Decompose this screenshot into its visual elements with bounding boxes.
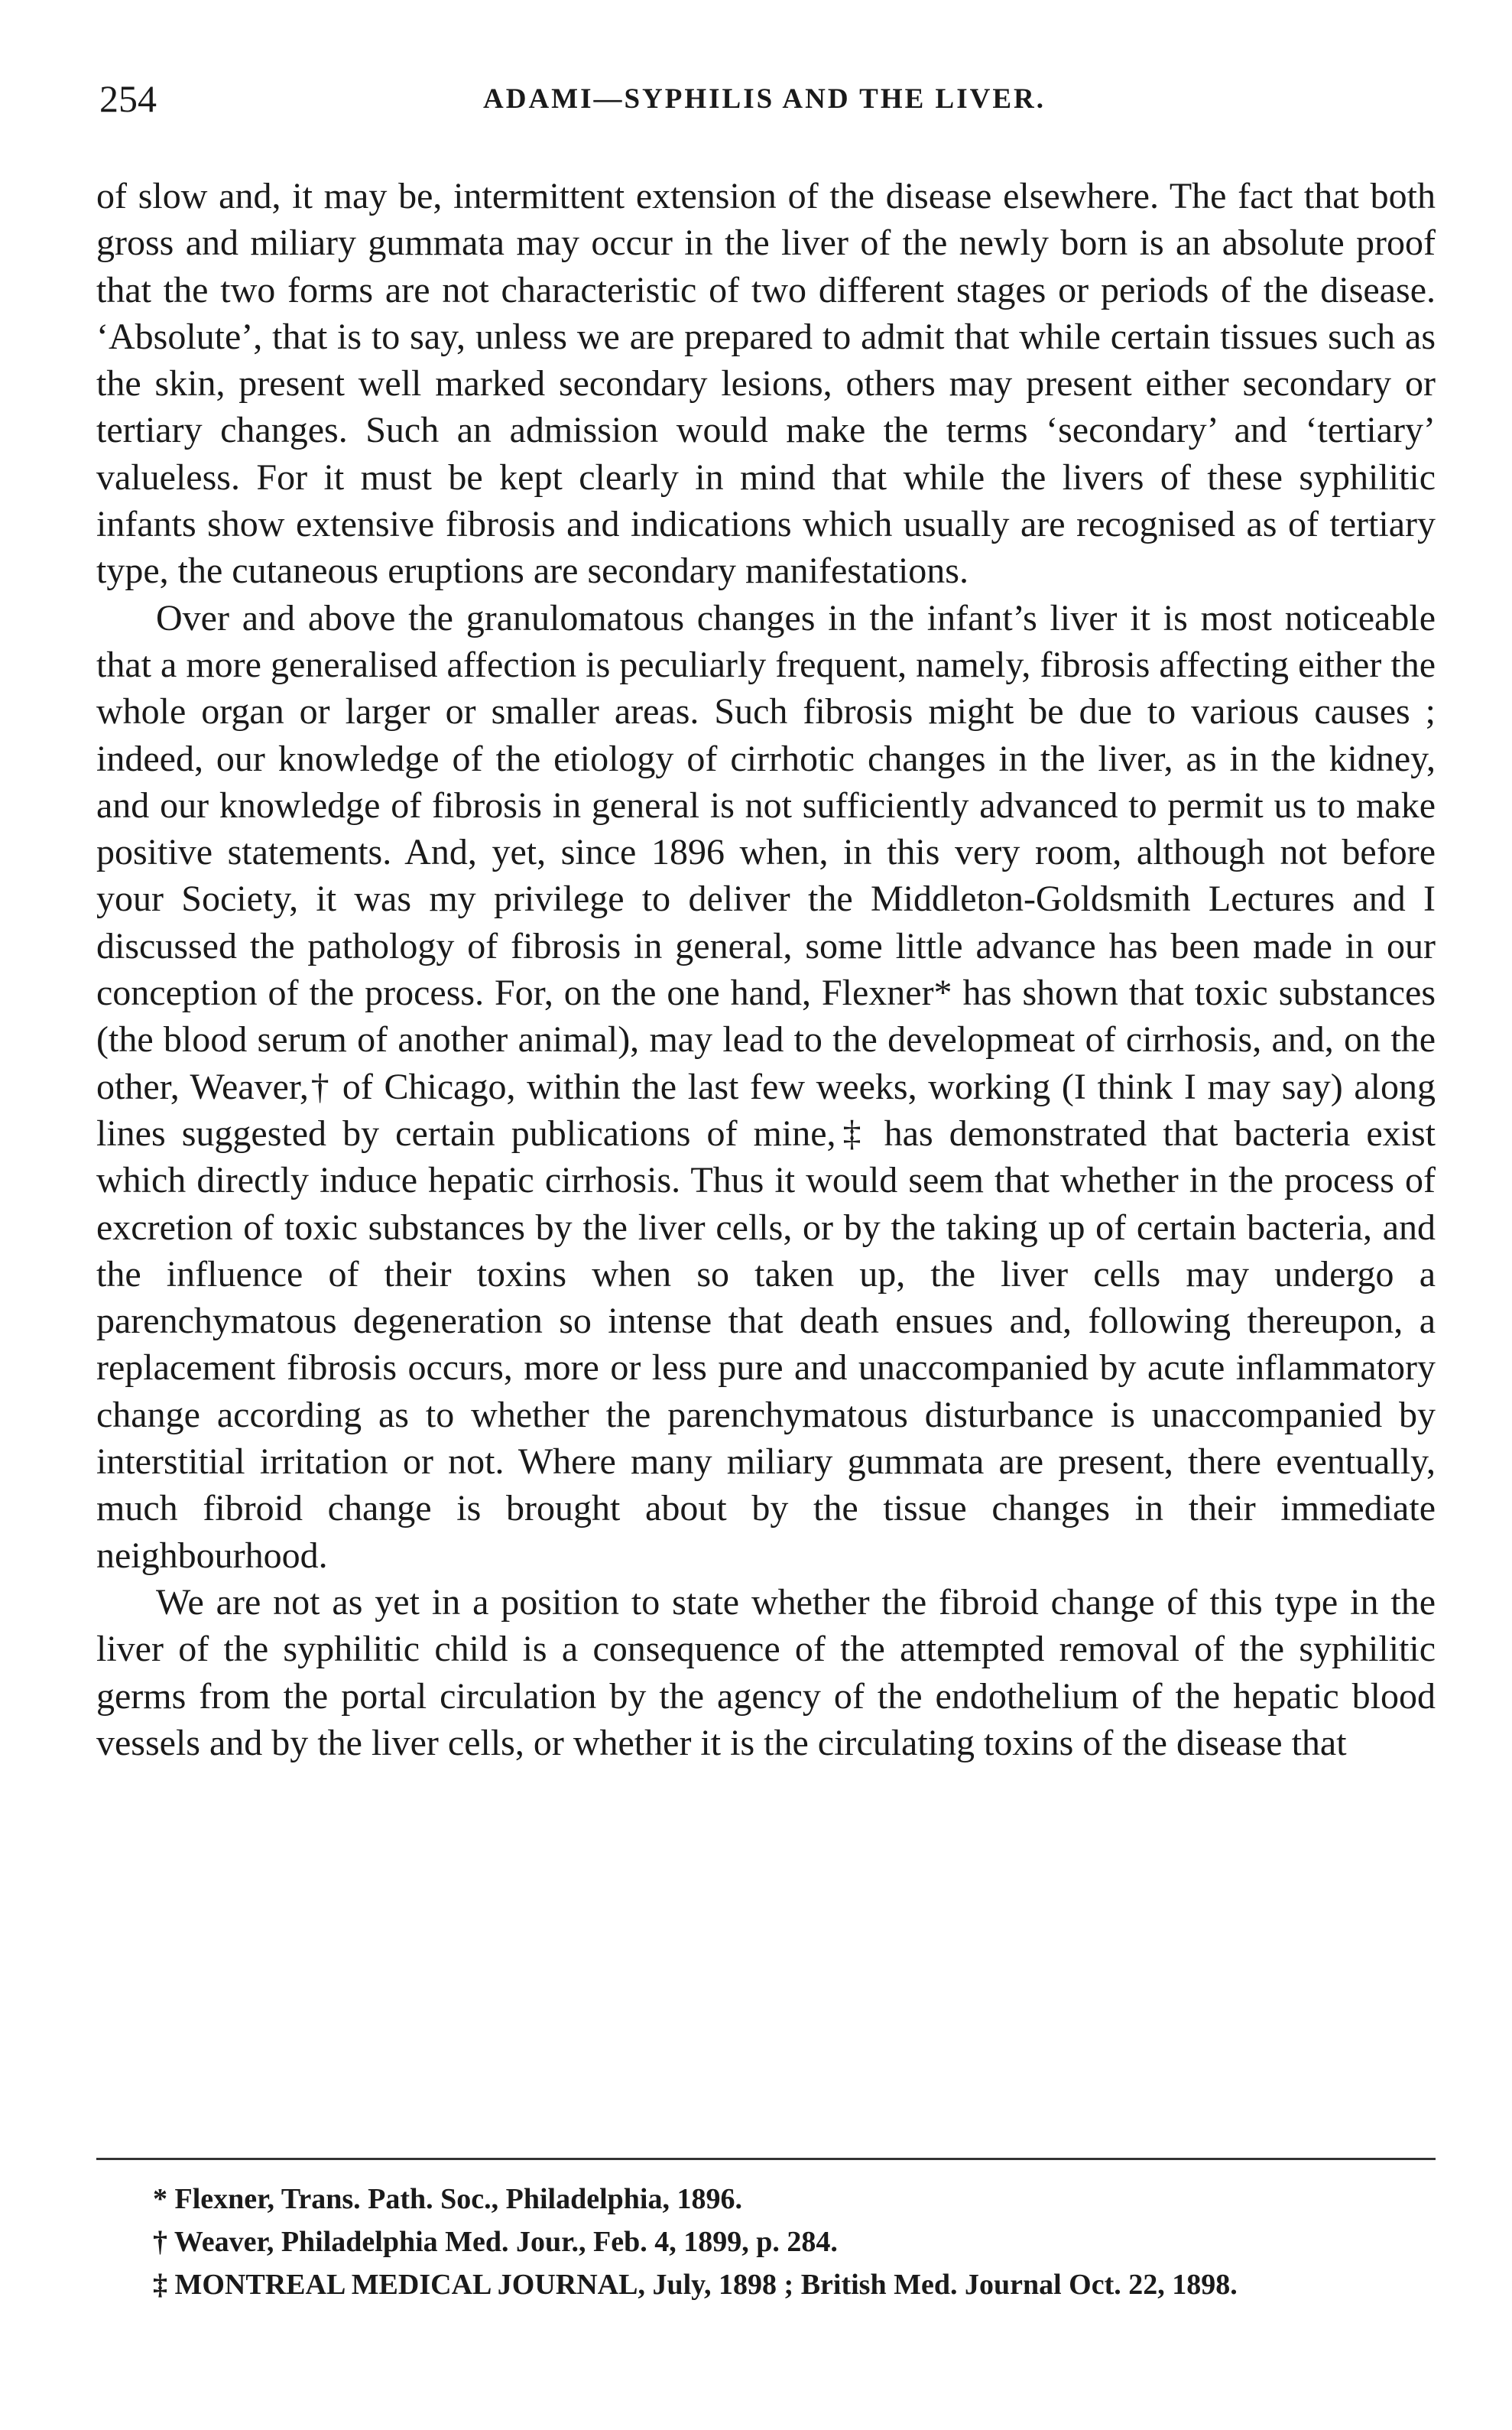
paragraph: Over and above the granulomatous changes in the infant’s liver it is most noticeable that a more generalised affection is peculiarly frequent, namely, fibrosis affecting either the whole organ or larger or smaller areas. Such fibrosis might be due to various causes ; indeed, our knowledge of the etiology of cirrhotic changes in the liver, as in the kidney, and our knowledge of fibrosis in general is not sufficiently advanced to permit us to make positive statements. And, yet, since 1896 when, in this very room, although not before your Society, it was my privilege to deliver the Middleton-Goldsmith Lectures and I discussed the pathology of fibrosis in general, some little advance has been made in our conception of the process. For, on the one hand, Flexner* has shown that toxic substances (the blood serum of another animal), may lead to the developmeat of cirrhosis, and, on the other, Weaver,† of Chicago, within the last few weeks, working (I think I may say) along lines suggested by certain publications of mine,‡ has demonstrated that bacteria exist which directly induce hepatic cirrhosis. Thus it would seem that whether in the process of excretion of toxic substances by the liver cells, or by the taking up of certain bacteria, and the influence of their toxins when so taken up, the liver cells may undergo a parenchymatous degeneration so intense that death ensues and, following thereupon, a replacement fibrosis occurs, more or less pure and unaccompanied by acute inflammatory change according as to whether the parenchymatous disturbance is unaccompanied by interstitial irritation or not. Where many miliary gummata are present, there eventually, much fibroid change is brought about by the tissue changes in their immediate neighbourhood. [96, 597, 1436, 1576]
footnote-weaver: † Weaver, Philadelphia Med. Jour., Feb. 4, 1899, p. 284. [153, 2226, 838, 2258]
page-number: 254 [99, 77, 157, 120]
running-title: ADAMI—SYPHILIS AND THE LIVER. [483, 83, 1046, 115]
footnote-flexner: * Flexner, Trans. Path. Soc., Philadelphia, 1896. [153, 2183, 742, 2215]
footnote-divider [96, 2158, 1436, 2160]
paragraph-continued: of slow and, it may be, intermittent extension of the disease elsewhere. The fact that both gross and miliary gummata may occur in the liver of the newly born is an absolute proof that the two forms are not characteristic of two different stages or periods of the disease. ‘Absolute’, that is to say, unless we are prepared to admit that while certain tissues such as the skin, present well marked secondary lesions, others may present either secondary or tertiary changes. Such an admission would make the terms ‘secondary’ and ‘tertiary’ valueless. For it must be kept clearly in mind that while the livers of these syphilitic infants show extensive fibrosis and indications which usually are recognised as of tertiary type, the cutaneous eruptions are secondary manifestations. [96, 176, 1436, 592]
paragraph: We are not as yet in a position to state whether the fibroid change of this type in the liver of the syphilitic child is a consequence of the attempted removal of the syphilitic germs from the portal circulation by the agency of the endothelium of the hepatic blood vessels and by the liver cells, or whether it is the circulating toxins of the disease that [96, 1581, 1436, 1763]
running-head [99, 76, 1429, 130]
body-text [96, 173, 1436, 1766]
footnote-montreal: ‡ MONTREAL MEDICAL JOURNAL, July, 1898 ; British Med. Journal Oct. 22, 1898. [153, 2269, 1238, 2301]
footnotes [153, 2178, 1436, 2306]
